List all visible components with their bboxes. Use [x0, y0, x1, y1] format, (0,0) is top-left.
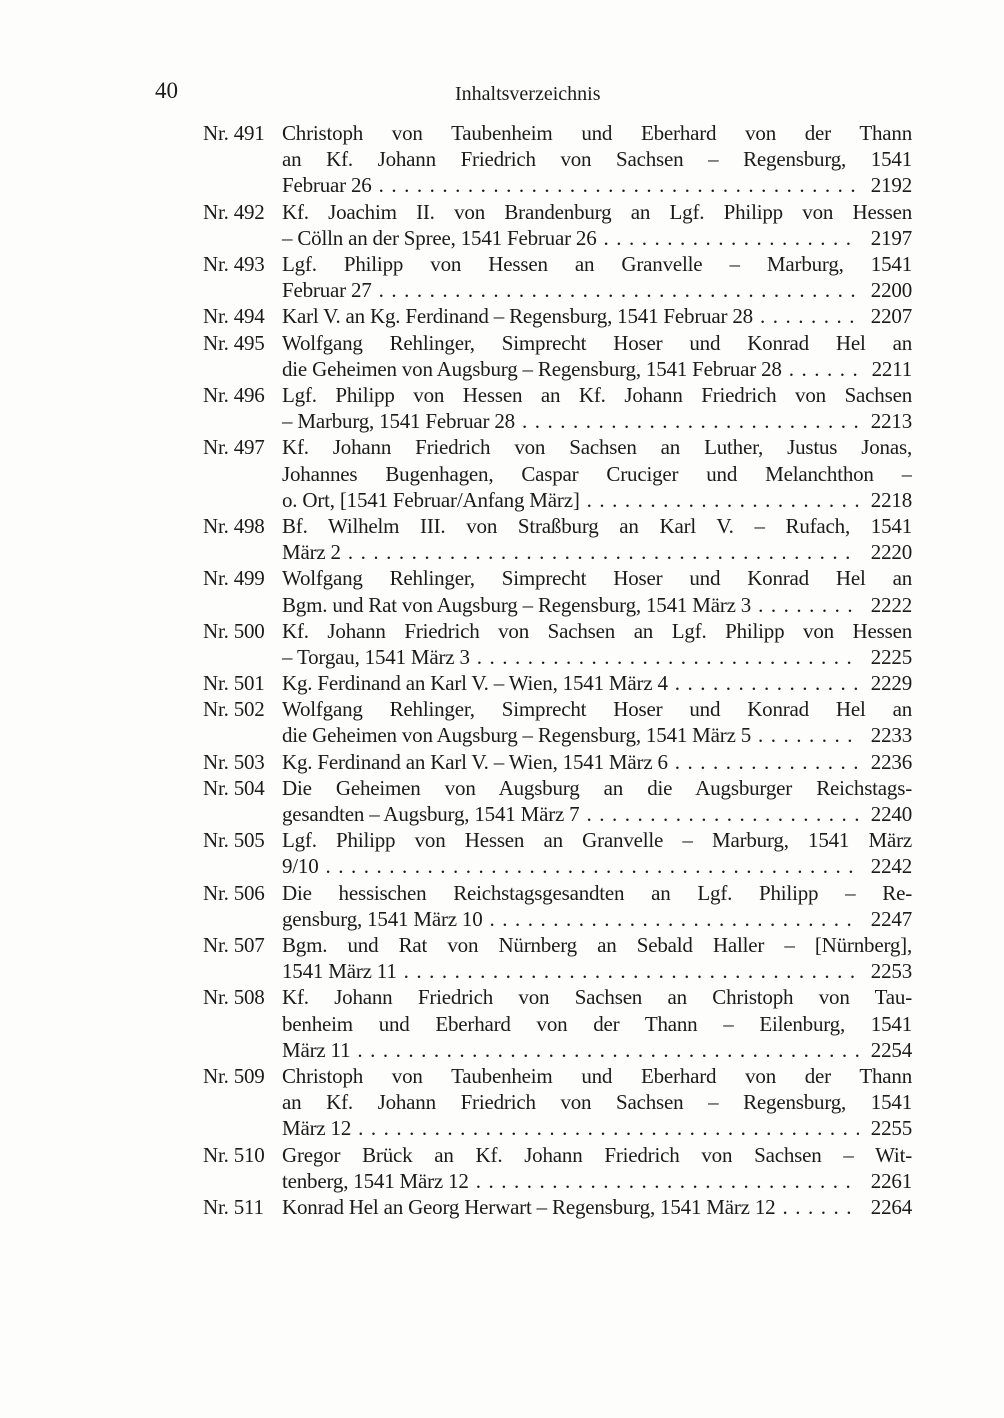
dot-leader: [477, 644, 859, 670]
entry-number: Nr. 504: [203, 775, 265, 800]
entry-text: Lgf. Philipp von Hessen an Granvelle – Marburg, 1541: [282, 251, 912, 276]
entry-text: Kf. Johann Friedrich von Sachsen an Christoph von Tau-: [282, 985, 912, 1010]
dot-leader: [789, 356, 860, 382]
entry-text: an Kf. Johann Friedrich von Sachsen – Regensburg, 1541: [282, 147, 912, 172]
toc-entry: [203, 1063, 912, 1142]
entry-text: Kg. Ferdinand an Karl V. – Wien, 1541 März 6: [282, 749, 668, 774]
entry-text: Kf. Joachim II. von Brandenburg an Lgf. Philipp von Hessen: [282, 199, 912, 224]
entry-line: [203, 906, 912, 932]
entry-text: März 12: [282, 1116, 352, 1141]
entry-text: Johannes Bugenhagen, Caspar Cruciger und Melanchthon –: [282, 461, 912, 486]
entry-text: Wolfgang Rehlinger, Simprecht Hoser und Konrad Hel an: [282, 697, 912, 722]
toc-entry: [203, 618, 912, 670]
entry-page: 2200: [870, 278, 912, 303]
entry-page: 2255: [870, 1116, 912, 1141]
running-head-title: Inhaltsverzeichnis: [455, 83, 601, 105]
entry-text: Februar 26: [282, 173, 372, 198]
entry-line: [203, 722, 912, 748]
entry-line: [203, 408, 912, 434]
entry-number: Nr. 496: [203, 382, 265, 407]
entry-page: 2192: [870, 173, 912, 198]
entry-number: Nr. 508: [203, 985, 265, 1010]
entry-text: gesandten – Augsburg, 1541 März 7: [282, 802, 580, 827]
entry-line: [203, 539, 912, 565]
entry-page: 2218: [870, 487, 912, 512]
entry-number: Nr. 501: [203, 671, 265, 696]
entry-text: Bgm. und Rat von Augsburg – Regensburg, 1541 März 3: [282, 592, 752, 617]
entry-line: [203, 565, 912, 591]
entry-number: Nr. 502: [203, 697, 265, 722]
entry-number: Nr. 503: [203, 749, 265, 774]
entry-text: Lgf. Philipp von Hessen an Kf. Johann Friedrich von Sachsen: [282, 382, 912, 407]
entry-text: Kf. Johann Friedrich von Sachsen an Lgf. Philipp von Hessen: [282, 618, 912, 643]
entry-line: [203, 853, 912, 879]
entry-page: 2254: [870, 1037, 912, 1062]
entry-line: [203, 827, 912, 853]
entry-line: [203, 1142, 912, 1168]
entry-number: Nr. 491: [203, 121, 265, 145]
entry-line: [203, 880, 912, 906]
entry-text: – Cölln an der Spree, 1541 Februar 26: [282, 225, 597, 250]
toc-entry: [203, 827, 912, 879]
dot-leader: [760, 303, 859, 329]
dot-leader: [326, 853, 859, 879]
entry-line: [203, 644, 912, 670]
entry-line: [203, 749, 912, 775]
entry-text: Christoph von Taubenheim und Eberhard von der Thann: [282, 121, 912, 145]
entry-line: [203, 146, 912, 172]
entry-number: Nr. 509: [203, 1064, 265, 1089]
dot-leader: [758, 722, 859, 748]
entry-text: Bf. Wilhelm III. von Straßburg an Karl V. – Rufach, 1541: [282, 513, 912, 538]
entry-text: Lgf. Philipp von Hessen an Granvelle – Marburg, 1541 März: [282, 828, 912, 853]
toc-entry: [203, 199, 912, 251]
dot-leader: [476, 1168, 859, 1194]
entry-line: [203, 670, 912, 696]
dot-leader: [379, 172, 859, 198]
dot-leader: [357, 1037, 858, 1063]
entry-line: [203, 382, 912, 408]
entry-line: [203, 461, 912, 487]
toc-entry: [203, 382, 912, 434]
dot-leader: [522, 408, 859, 434]
toc-entry: [203, 775, 912, 827]
toc-entry: [203, 120, 912, 199]
entry-page: 2247: [870, 906, 912, 931]
entry-line: [203, 120, 912, 146]
toc-entry: [203, 1142, 912, 1194]
dot-leader: [758, 592, 859, 618]
entry-line: [203, 356, 912, 382]
entry-text: benheim und Eberhard von der Thann – Eilenburg, 1541: [282, 1011, 912, 1036]
toc-entry: [203, 1194, 912, 1220]
entry-line: [203, 330, 912, 356]
toc-entries: [203, 120, 912, 1220]
toc-entry: [203, 932, 912, 984]
entry-number: Nr. 507: [203, 933, 265, 958]
entry-number: Nr. 511: [203, 1195, 264, 1219]
entry-page: 2261: [870, 1168, 912, 1193]
entry-line: [203, 1194, 912, 1220]
entry-text: Wolfgang Rehlinger, Simprecht Hoser und Konrad Hel an: [282, 330, 912, 355]
toc-entry: [203, 565, 912, 617]
entry-line: [203, 1089, 912, 1115]
entry-line: [203, 1063, 912, 1089]
entry-line: [203, 932, 912, 958]
entry-number: Nr. 498: [203, 513, 265, 538]
entry-page: 2242: [870, 854, 912, 879]
entry-text: Konrad Hel an Georg Herwart – Regensburg, 1541 März 12: [282, 1195, 776, 1219]
entry-text: Wolfgang Rehlinger, Simprecht Hoser und Konrad Hel an: [282, 566, 912, 591]
entry-number: Nr. 492: [203, 199, 265, 224]
entry-text: Christoph von Taubenheim und Eberhard von der Thann: [282, 1064, 912, 1089]
entry-page: 2253: [870, 959, 912, 984]
entry-line: [203, 225, 912, 251]
entry-text: Gregor Brück an Kf. Johann Friedrich von Sachsen – Wit-: [282, 1142, 912, 1167]
entry-number: Nr. 510: [203, 1142, 265, 1167]
entry-text: 9/10: [282, 854, 319, 879]
entry-page: 2197: [870, 225, 912, 250]
entry-line: [203, 303, 912, 329]
entry-number: Nr. 505: [203, 828, 265, 853]
entry-text: die Geheimen von Augsburg – Regensburg, 1541 März 5: [282, 723, 752, 748]
entry-number: Nr. 506: [203, 880, 265, 905]
entry-line: [203, 487, 912, 513]
entry-line: [203, 277, 912, 303]
entry-line: [203, 1168, 912, 1194]
toc-entry: [203, 696, 912, 748]
entry-line: [203, 1011, 912, 1037]
entry-page: 2240: [870, 802, 912, 827]
entry-page: 2264: [870, 1195, 912, 1219]
entry-line: [203, 172, 912, 198]
dot-leader: [358, 1115, 859, 1141]
dot-leader: [348, 539, 859, 565]
dot-leader: [675, 749, 859, 775]
entry-line: [203, 592, 912, 618]
dot-leader: [379, 277, 859, 303]
entry-text: Kf. Johann Friedrich von Sachsen an Luther, Justus Jonas,: [282, 435, 912, 460]
dot-leader: [675, 670, 859, 696]
entry-text: tenberg, 1541 März 12: [282, 1168, 469, 1193]
entry-text: o. Ort, [1541 Februar/Anfang März]: [282, 487, 580, 512]
dot-leader: [586, 801, 858, 827]
entry-page: 2220: [870, 540, 912, 565]
dot-leader: [404, 958, 859, 984]
entry-text: Bgm. und Rat von Nürnberg an Sebald Haller – [Nürnberg],: [282, 933, 912, 958]
entry-text: Die Geheimen von Augsburg an die Augsburger Reichstags-: [282, 775, 912, 800]
entry-page: 2213: [870, 409, 912, 434]
entry-text: – Marburg, 1541 Februar 28: [282, 409, 515, 434]
toc-entry: [203, 513, 912, 565]
entry-text: Kg. Ferdinand an Karl V. – Wien, 1541 März 4: [282, 671, 668, 696]
entry-page: 2225: [870, 644, 912, 669]
entry-line: [203, 696, 912, 722]
entry-line: [203, 801, 912, 827]
toc-entry: [203, 749, 912, 775]
entry-text: März 2: [282, 540, 341, 565]
entry-text: an Kf. Johann Friedrich von Sachsen – Regensburg, 1541: [282, 1090, 912, 1115]
entry-line: [203, 199, 912, 225]
entry-text: gensburg, 1541 März 10: [282, 906, 483, 931]
entry-number: Nr. 495: [203, 330, 265, 355]
entry-text: Februar 27: [282, 278, 372, 303]
toc-entry: [203, 330, 912, 382]
entry-text: 1541 März 11: [282, 959, 397, 984]
entry-number: Nr. 494: [203, 304, 265, 329]
entry-line: [203, 1037, 912, 1063]
entry-line: [203, 984, 912, 1010]
entry-number: Nr. 499: [203, 566, 265, 591]
entry-page: 2233: [870, 723, 912, 748]
toc-entry: [203, 984, 912, 1063]
entry-page: 2229: [870, 671, 912, 696]
entry-page: 2211: [871, 356, 912, 381]
dot-leader: [490, 906, 859, 932]
toc-entry: [203, 670, 912, 696]
entry-number: Nr. 497: [203, 435, 265, 460]
entry-text: Karl V. an Kg. Ferdinand – Regensburg, 1541 Februar 28: [282, 304, 753, 329]
toc-entry: [203, 303, 912, 329]
dot-leader: [782, 1194, 858, 1220]
toc-entry: [203, 434, 912, 513]
entry-line: [203, 251, 912, 277]
entry-text: Die hessischen Reichstagsgesandten an Lgf. Philipp – Re-: [282, 880, 912, 905]
entry-number: Nr. 500: [203, 618, 265, 643]
entry-line: [203, 1115, 912, 1141]
entry-page: 2207: [870, 304, 912, 329]
entry-line: [203, 513, 912, 539]
dot-leader: [604, 225, 859, 251]
page-number: 40: [155, 78, 178, 103]
entry-line: [203, 958, 912, 984]
toc-entry: [203, 880, 912, 932]
toc-entry: [203, 251, 912, 303]
entry-text: März 11: [282, 1037, 351, 1062]
entry-page: 2222: [870, 592, 912, 617]
entry-text: die Geheimen von Augsburg – Regensburg, 1541 Februar 28: [282, 356, 782, 381]
entry-line: [203, 775, 912, 801]
entry-line: [203, 618, 912, 644]
entry-page: 2236: [870, 749, 912, 774]
entry-text: – Torgau, 1541 März 3: [282, 644, 470, 669]
entry-number: Nr. 493: [203, 251, 265, 276]
dot-leader: [587, 487, 859, 513]
entry-line: [203, 434, 912, 460]
